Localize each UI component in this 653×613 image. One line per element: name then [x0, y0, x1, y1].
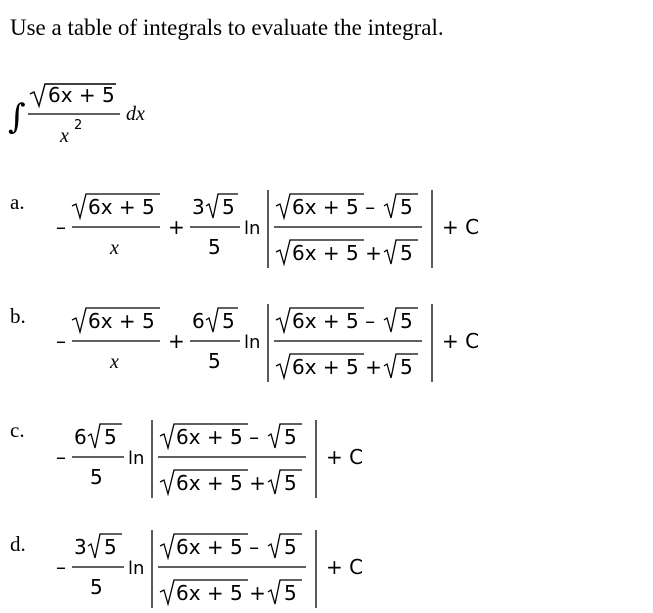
radicand: 6x + 5 – — [176, 425, 260, 449]
denominator-five: 5 — [208, 235, 221, 259]
option-b-expression[interactable] — [50, 296, 510, 386]
radicand: 6x + 5 + — [292, 241, 382, 265]
option-d-label: d. — [10, 532, 26, 556]
denominator-five: 5 — [90, 575, 103, 599]
option-d-expression[interactable] — [50, 522, 430, 612]
minus-sign: – — [56, 215, 66, 239]
plus-constant: + C — [442, 215, 480, 239]
integral-expression — [8, 80, 168, 160]
question-text: Use a table of integrals to evaluate the integral. — [10, 15, 444, 40]
radicand-five: 5 — [284, 581, 297, 605]
integral-numerator: 6x + 5 — [48, 83, 115, 107]
plus-sign: + — [168, 329, 185, 353]
radicand-five: 5 — [104, 535, 117, 559]
ln: ln — [244, 332, 261, 353]
coefficient: 3 — [74, 535, 87, 559]
integral-differential: dx — [126, 103, 145, 125]
denominator-x: x — [110, 351, 119, 373]
ln: ln — [244, 218, 261, 239]
minus-sign: – — [56, 445, 66, 469]
plus-constant: + C — [326, 555, 364, 579]
plus-constant: + C — [326, 445, 364, 469]
denominator-five: 5 — [208, 349, 221, 373]
radicand: 6x + 5 — [88, 309, 155, 333]
radicand: 6x + 5 – — [292, 309, 376, 333]
denominator-x: x — [110, 237, 119, 259]
minus-sign: – — [56, 555, 66, 579]
option-b-label: b. — [10, 304, 26, 328]
ln: ln — [128, 558, 145, 579]
radicand: 6x + 5 + — [176, 471, 266, 495]
ln: ln — [128, 448, 145, 469]
coefficient: 3 — [192, 195, 205, 219]
integral-denominator: x — [60, 125, 69, 147]
radicand: 6x + 5 – — [292, 195, 376, 219]
radicand-five: 5 — [400, 241, 413, 265]
radicand-five: 5 — [400, 195, 413, 219]
radicand: 6x + 5 + — [176, 581, 266, 605]
plus-sign: + — [168, 215, 185, 239]
option-c-expression[interactable] — [50, 412, 430, 502]
radicand-five: 5 — [284, 471, 297, 495]
radicand-five: 5 — [400, 309, 413, 333]
denominator-five: 5 — [90, 465, 103, 489]
radicand-five: 5 — [284, 535, 297, 559]
radicand: 6x + 5 + — [292, 355, 382, 379]
radicand-five: 5 — [222, 195, 235, 219]
radicand-five: 5 — [222, 309, 235, 333]
radicand: 6x + 5 – — [176, 535, 260, 559]
option-a-label: a. — [10, 190, 25, 214]
radicand-five: 5 — [284, 425, 297, 449]
plus-constant: + C — [442, 329, 480, 353]
coefficient: 6 — [192, 309, 205, 333]
minus-sign: – — [56, 329, 66, 353]
option-c-label: c. — [10, 418, 25, 442]
coefficient: 6 — [74, 425, 87, 449]
radicand-five: 5 — [104, 425, 117, 449]
radicand: 6x + 5 — [88, 195, 155, 219]
radicand-five: 5 — [400, 355, 413, 379]
integral-exponent: 2 — [74, 118, 83, 133]
option-a-expression[interactable] — [50, 182, 510, 272]
integral-sign: ∫ — [8, 97, 26, 137]
